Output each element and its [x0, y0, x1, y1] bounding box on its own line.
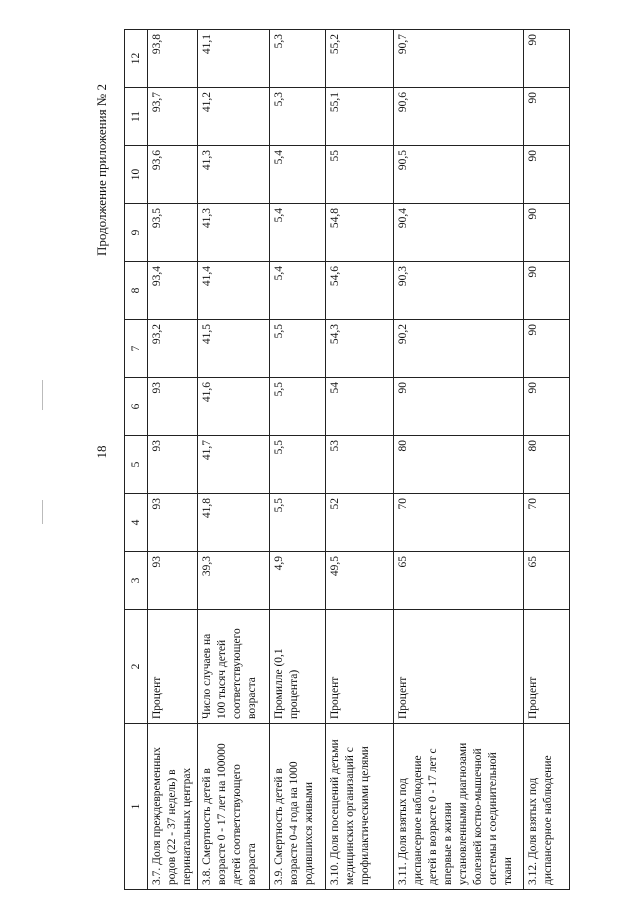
value-cell: 93,6: [148, 146, 198, 204]
value-cell: 93: [148, 378, 198, 436]
unit-cell: Процент: [326, 610, 394, 724]
header-cell: 4: [125, 494, 148, 552]
value-cell: 41,6: [198, 378, 270, 436]
value-cell: 90,7: [394, 30, 524, 88]
value-cell: 80: [394, 436, 524, 494]
value-cell: 39,3: [198, 552, 270, 610]
header-cell: 6: [125, 378, 148, 436]
value-cell: 90: [524, 262, 570, 320]
value-cell: 93: [148, 436, 198, 494]
table-row: [198, 30, 270, 890]
table-row: [326, 30, 394, 890]
value-cell: 54,3: [326, 320, 394, 378]
value-cell: 54,6: [326, 262, 394, 320]
indicator-name: 3.11. Доля взятых под диспансерное наблюдение детей в возрасте 0 - 17 лет с впервые в жизни установленными диагнозами болезней костно-мышечной системы и соединительной ткани: [394, 724, 524, 890]
appendix-caption: Продолжение приложения № 2: [94, 84, 109, 256]
value-cell: 80: [524, 436, 570, 494]
value-cell: 52: [326, 494, 394, 552]
value-cell: 55,1: [326, 88, 394, 146]
value-cell: 93: [148, 552, 198, 610]
value-cell: 41,4: [198, 262, 270, 320]
value-cell: 55,2: [326, 30, 394, 88]
value-cell: 93,2: [148, 320, 198, 378]
value-cell: 90,5: [394, 146, 524, 204]
value-cell: 70: [394, 494, 524, 552]
value-cell: 5,3: [270, 88, 326, 146]
value-cell: 90,3: [394, 262, 524, 320]
value-cell: 41,3: [198, 146, 270, 204]
unit-cell: Промилле (0,1 процента): [270, 610, 326, 724]
rotated-table-container: [124, 30, 568, 890]
header-cell: 8: [125, 262, 148, 320]
value-cell: 90: [394, 378, 524, 436]
value-cell: 5,4: [270, 204, 326, 262]
value-cell: 5,4: [270, 262, 326, 320]
value-cell: 65: [524, 552, 570, 610]
value-cell: 4,9: [270, 552, 326, 610]
table-row: [270, 30, 326, 890]
value-cell: 93,7: [148, 88, 198, 146]
value-cell: 90,4: [394, 204, 524, 262]
indicator-name: 3.10. Доля посещений детьми медицинских организаций с профилактическими целями: [326, 724, 394, 890]
value-cell: 41,7: [198, 436, 270, 494]
table-row: [148, 30, 198, 890]
value-cell: 90: [524, 30, 570, 88]
header-cell: 5: [125, 436, 148, 494]
value-cell: 93: [148, 494, 198, 552]
margin-mark: [42, 500, 43, 524]
value-cell: 41,5: [198, 320, 270, 378]
unit-cell: Процент: [524, 610, 570, 724]
header-cell: 10: [125, 146, 148, 204]
value-cell: 54,8: [326, 204, 394, 262]
unit-cell: Число случаев на 100 тысяч детей соответствующего возраста: [198, 610, 270, 724]
header-cell: 1: [125, 724, 148, 890]
value-cell: 5,5: [270, 494, 326, 552]
value-cell: 5,4: [270, 146, 326, 204]
table-row: [394, 30, 524, 890]
value-cell: 93,4: [148, 262, 198, 320]
value-cell: 54: [326, 378, 394, 436]
value-cell: 90: [524, 320, 570, 378]
header-cell: 12: [125, 30, 148, 88]
value-cell: 55: [326, 146, 394, 204]
value-cell: 41,1: [198, 30, 270, 88]
unit-cell: Процент: [394, 610, 524, 724]
value-cell: 5,5: [270, 320, 326, 378]
header-cell: 11: [125, 88, 148, 146]
table-row: [524, 30, 570, 890]
value-cell: 5,5: [270, 378, 326, 436]
header-row: [125, 30, 148, 890]
indicators-table: [124, 29, 570, 890]
value-cell: 90: [524, 378, 570, 436]
indicator-name: 3.9. Смертность детей в возрасте 0-4 года на 1000 родившихся живыми: [270, 724, 326, 890]
indicator-name: 3.8. Смертность детей в возрасте 0 - 17 лет на 100000 детей соответствующего возраста: [198, 724, 270, 890]
margin-mark: [42, 380, 43, 410]
value-cell: 49,5: [326, 552, 394, 610]
value-cell: 5,5: [270, 436, 326, 494]
value-cell: 90: [524, 204, 570, 262]
page-number: 18: [94, 445, 109, 459]
value-cell: 93,5: [148, 204, 198, 262]
header-cell: 2: [125, 610, 148, 724]
value-cell: 41,8: [198, 494, 270, 552]
value-cell: 90,2: [394, 320, 524, 378]
value-cell: 90: [524, 88, 570, 146]
unit-cell: Процент: [148, 610, 198, 724]
value-cell: 41,3: [198, 204, 270, 262]
value-cell: 90,6: [394, 88, 524, 146]
value-cell: 93,8: [148, 30, 198, 88]
value-cell: 5,3: [270, 30, 326, 88]
indicator-name: 3.12. Доля взятых под диспансерное наблюдение: [524, 724, 570, 890]
value-cell: 90: [524, 146, 570, 204]
value-cell: 65: [394, 552, 524, 610]
header-cell: 7: [125, 320, 148, 378]
value-cell: 41,2: [198, 88, 270, 146]
value-cell: 70: [524, 494, 570, 552]
header-cell: 9: [125, 204, 148, 262]
indicator-name: 3.7. Доля преждевременных родов (22 - 37 недель) в перинатальных центрах: [148, 724, 198, 890]
value-cell: 53: [326, 436, 394, 494]
header-cell: 3: [125, 552, 148, 610]
